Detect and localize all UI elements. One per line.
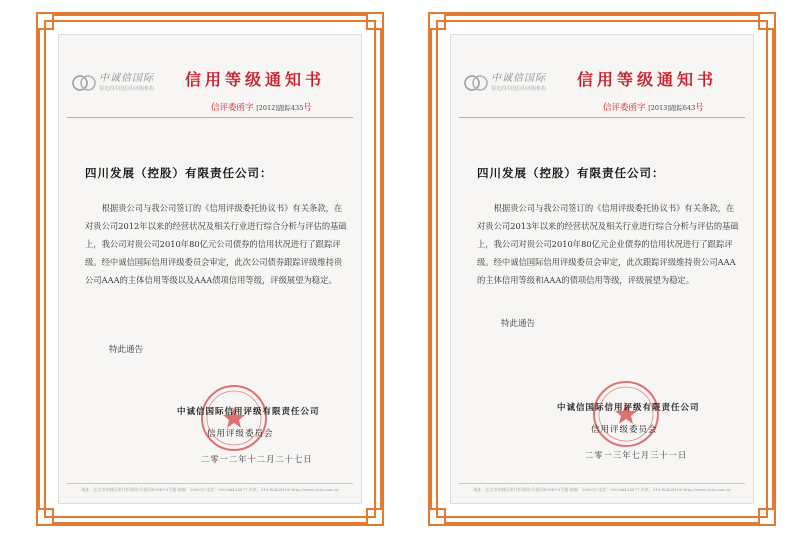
notice-body: 根据贵公司与我公司签订的《信用评级委托协议书》有关条款，在对贵公司2012年以来的经营状况及相关行业进行综合分析与评估的基础上，我公司对贵公司2010年80亿元公司债券的信用状况进行了跟踪评级。经中诚信国际信用评级委员会审定，此次公司债券跟踪评级维持贵公司AAA的主体信用等级以及AAA债项信用等级，评级展望为稳定。 (85, 203, 347, 285)
red-seal-icon (199, 383, 269, 453)
ccxi-logo-icon (71, 71, 97, 93)
logo-name: 中诚信国际 (99, 73, 154, 84)
logo-name: 中诚信国际 (491, 73, 546, 84)
notice-paper (58, 34, 362, 504)
issuing-organization: 中诚信国际信用评级有限责任公司 (557, 403, 700, 413)
closing-line: 特此通告 (501, 319, 536, 329)
footer-divider (67, 483, 353, 484)
footer-contact: 地址：北京市东城区南竹杆胡同2号银河SOHO 5号楼 邮编：100010 电话：010-66428877 传真：010-66426100 http://www.ccxi.com.cn (81, 487, 339, 492)
certificate-2013 (428, 12, 776, 526)
logo-tagline: 领先的中国信用评级机构 (99, 86, 155, 92)
header-divider (459, 117, 745, 118)
notice-body: 根据贵公司与我公司签订的《信用评级委托协议书》有关条款，在对贵公司2013年以来的经营状况及相关行业进行综合分析与评估的基础上，我公司对贵公司2010年80亿元企业债券的信用状况进行了跟踪评级。经中诚信国际信用评级委员会审定，此次跟踪评级维持贵公司AAA的主体信用等级和AAA的债项信用等级，评级展望为稳定。 (477, 203, 739, 285)
header-divider (67, 117, 353, 118)
notice-paper (450, 34, 754, 504)
committee-name: 信用评级委员会 (591, 425, 658, 435)
addressee: 四川发展（控股）有限责任公司： (477, 166, 665, 180)
footer-contact: 地址：北京市东城区南竹杆胡同2号银河SOHO 5号楼 邮编：100010 电话：010-66428877 传真：010-66426100 http://www.ccxi.com.cn (473, 487, 731, 492)
logo-tagline: 领先的中国信用评级机构 (491, 86, 547, 92)
issue-date: 二零一二年十二月二十七日 (201, 454, 313, 464)
document-title: 信用等级通知书 (185, 70, 326, 89)
ccxi-logo-icon (463, 71, 489, 93)
certificate-2012 (36, 12, 384, 526)
committee-name: 信用评级委员会 (207, 429, 274, 439)
red-seal-icon (591, 379, 661, 449)
document-title: 信用等级通知书 (577, 70, 718, 89)
issuing-organization: 中诚信国际信用评级有限责任公司 (177, 407, 320, 417)
reference-number: 信评委函字 [2013]跟踪643号 (603, 103, 704, 113)
issue-date: 二零一三年七月三十一日 (585, 450, 688, 460)
addressee: 四川发展（控股）有限责任公司： (85, 166, 273, 180)
footer-divider (459, 483, 745, 484)
closing-line: 特此通告 (109, 345, 144, 355)
reference-number: 信评委函字 [2012]跟踪435号 (211, 103, 312, 113)
